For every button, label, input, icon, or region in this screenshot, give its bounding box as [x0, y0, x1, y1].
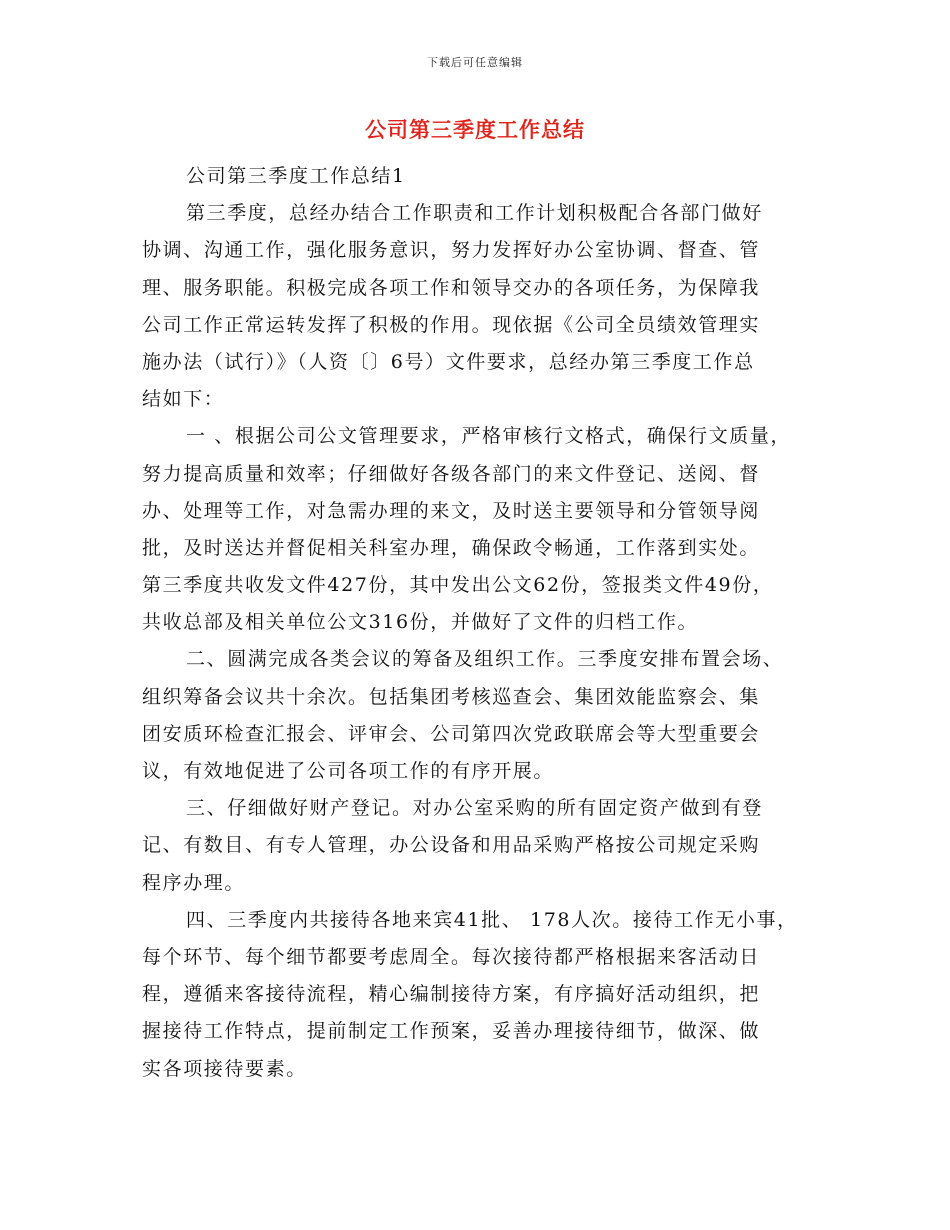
body-text-line: 四、三季度内共接待各地来宾41批、 178人次。接待工作无小事，	[186, 908, 798, 931]
body-text-line: 三、仔细做好财产登记。对办公室采购的所有固定资产做到有登	[186, 797, 763, 820]
body-text-line: 批，及时送达并督促相关科室办理，确保政令畅通，工作落到实处。	[142, 536, 761, 559]
body-text-line: 议，有效地促进了公司各项工作的有序开展。	[142, 760, 555, 782]
body-text-line: 记、有数目、有专人管理，办公设备和用品采购严格按公司规定采购	[142, 834, 761, 857]
body-text-line: 一 、根据公司公文管理要求，严格审核行文格式，确保行文质量，	[186, 425, 792, 448]
body-text-line: 组织筹备会议共十余次。包括集团考核巡查会、集团效能监察会、集	[142, 685, 761, 708]
body-text-line: 共收总部及相关单位公文316份，并做好了文件的归档工作。	[142, 611, 699, 634]
body-text-line: 结如下：	[142, 388, 225, 411]
body-text-line: 程，遵循来客接待流程，精心编制接待方案，有序搞好活动组织，把	[142, 983, 761, 1006]
body-text-line: 团安质环检查汇报会、评审会、公司第四次党政联席会等大型重要会	[142, 722, 761, 745]
body-text-line: 第三季度共收发文件427份，其中发出公文62份，签报类文件49份，	[142, 574, 774, 597]
document-body	[142, 158, 832, 1088]
body-text-line: 协调、沟通工作，强化服务意识，努力发挥好办公室协调、督查、管	[142, 239, 761, 262]
body-text-line: 握接待工作特点，提前制定工作预案，妥善办理接待细节，做深、做	[142, 1020, 761, 1043]
document-title: 公司第三季度工作总结	[365, 118, 585, 142]
body-text-line: 第三季度，总经办结合工作职责和工作计划积极配合各部门做好	[186, 202, 763, 225]
body-text-line: 二、圆满完成各类会议的筹备及组织工作。三季度安排布置会场、	[186, 648, 784, 671]
body-text-line: 公司第三季度工作总结1	[186, 165, 406, 187]
body-text-line: 办、处理等工作，对急需办理的来文，及时送主要领导和分管领导阅	[142, 499, 761, 522]
header-note: 下载后可任意编辑	[427, 56, 523, 69]
body-text-line: 每个环节、每个细节都要考虑周全。每次接待都严格根据来客活动日	[142, 945, 761, 968]
body-text-line: 理、服务职能。积极完成各项工作和领导交办的各项任务，为保障我	[142, 276, 761, 299]
body-text-line: 施办法（试行）》（人资〔〕6号）文件要求，总经办第三季度工作总	[142, 350, 755, 373]
body-text-line: 实各项接待要素。	[142, 1057, 307, 1080]
body-text-line: 努力提高质量和效率；仔细做好各级各部门的来文件登记、送阅、督	[142, 462, 761, 485]
body-text-line: 程序办理。	[142, 871, 246, 894]
body-text-line: 公司工作正常运转发挥了积极的作用。现依据《公司全员绩效管理实	[142, 313, 761, 336]
